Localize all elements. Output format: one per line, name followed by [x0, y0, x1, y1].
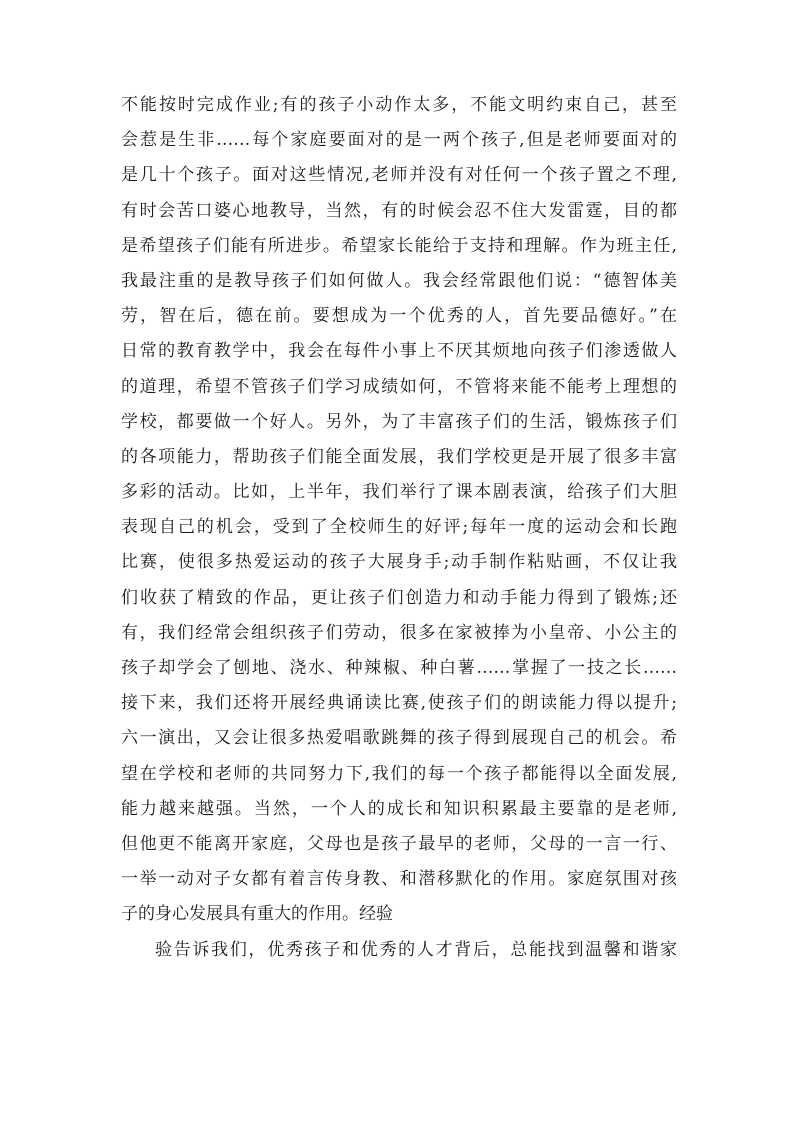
text-line: 我最注重的是教导孩子们如何做人。我会经常跟他们说：“德智体美 [121, 270, 677, 291]
text-line: 望在学校和老师的共同努力下,我们的每一个孩子都能得以全面发展, [121, 763, 677, 784]
text-line: 接下来，我们还将开展经典诵读比赛,使孩子们的朗读能力得以提升; [121, 693, 677, 714]
text-line: 会惹是生非……每个家庭要面对的是一两个孩子,但是老师要面对的 [121, 130, 677, 151]
text-line: 多彩的活动。比如，上半年，我们举行了课本剧表演，给孩子们大胆 [121, 482, 677, 503]
text-line: 一举一动对子女都有着言传身教、和潜移默化的作用。家庭氛围对孩 [121, 869, 677, 890]
text-line: 六一演出，又会让很多热爱唱歌跳舞的孩子得到展现自己的机会。希 [121, 728, 677, 749]
text-line: 有时会苦口婆心地教导，当然，有的时候会忍不住大发雷霆，目的都 [121, 200, 677, 221]
text-line: 能力越来越强。当然，一个人的成长和知识积累最主要靠的是老师, [121, 798, 677, 819]
text-line: 不能按时完成作业;有的孩子小动作太多，不能文明约束自己，甚至 [121, 95, 677, 115]
text-line: 的各项能力，帮助孩子们能全面发展，我们学校更是开展了很多丰富 [121, 446, 677, 467]
text-line: 们收获了精致的作品，更让孩子们创造力和动手能力得到了锻炼;还 [121, 587, 677, 608]
text-line: 有，我们经常会组织孩子们劳动，很多在家被捧为小皇帝、小公主的 [121, 622, 677, 643]
text-line: 但他更不能离开家庭，父母也是孩子最早的老师，父母的一言一行、 [121, 833, 677, 854]
text-line: 日常的教育教学中，我会在每件小事上不厌其烦地向孩子们渗透做人 [121, 341, 677, 362]
text-line: 是几十个孩子。面对这些情况,老师并没有对任何一个孩子置之不理, [121, 165, 677, 186]
text-line: 表现自己的机会，受到了全校师生的好评;每年一度的运动会和长跑 [121, 517, 677, 538]
text-line: 是希望孩子们能有所进步。希望家长能给于支持和理解。作为班主任, [121, 235, 677, 256]
text-line: 孩子却学会了刨地、浇水、种辣椒、种白薯……掌握了一技之长…… [121, 658, 677, 678]
text-line: 的道理，希望不管孩子们学习成绩如何，不管将来能不能考上理想的 [121, 376, 677, 397]
text-line: 比赛，使很多热爱运动的孩子大展身手;动手制作粘贴画，不仅让我 [121, 552, 677, 573]
text-line: 劳，智在后，德在前。要想成为一个优秀的人，首先要品德好。”在 [121, 306, 677, 327]
paragraph-end-line: 子的身心发展具有重大的作用。经验 [121, 904, 393, 925]
indented-paragraph-line: 验告诉我们，优秀孩子和优秀的人才背后，总能找到温馨和谐家 [155, 939, 677, 960]
text-line: 学校，都要做一个好人。另外，为了丰富孩子们的生活，锻炼孩子们 [121, 411, 677, 432]
body-text [121, 88, 677, 968]
